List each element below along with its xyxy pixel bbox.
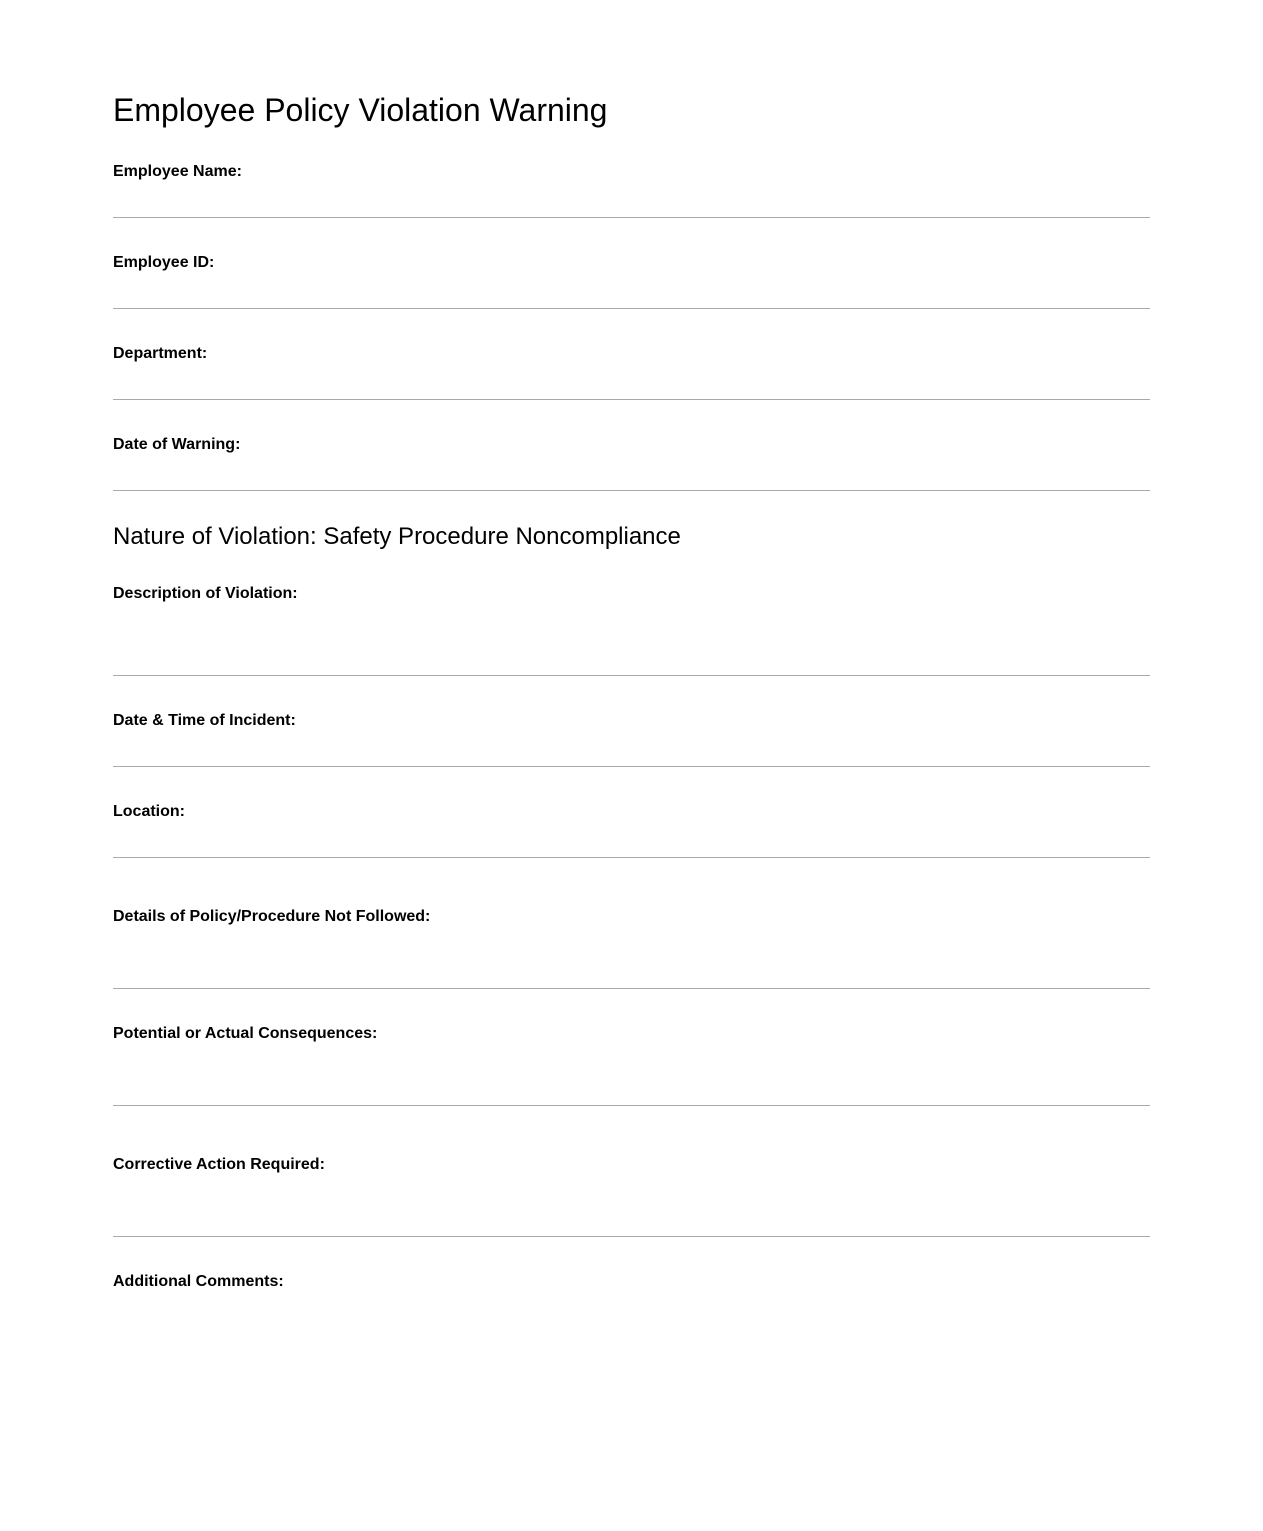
consequences-field xyxy=(113,1024,1150,1106)
details-not-followed-field xyxy=(113,907,1150,989)
consequences-label: Potential or Actual Consequences: xyxy=(113,1025,378,1042)
page-title: Employee Policy Violation Warning xyxy=(113,92,608,128)
nature-of-violation-heading: Nature of Violation: Safety Procedure Noncompliance xyxy=(113,523,681,550)
employee-name-label: Employee Name: xyxy=(113,163,242,180)
employee-name-input[interactable] xyxy=(113,192,1150,218)
employee-id-label: Employee ID: xyxy=(113,254,215,271)
location-field xyxy=(113,802,1150,858)
date-of-warning-label: Date of Warning: xyxy=(113,436,241,453)
date-of-warning-field xyxy=(113,435,1150,491)
corrective-action-input[interactable] xyxy=(113,1185,1150,1237)
details-not-followed-input[interactable] xyxy=(113,937,1150,989)
additional-comments-field xyxy=(113,1272,1150,1402)
department-input[interactable] xyxy=(113,374,1150,400)
description-of-violation-label: Description of Violation: xyxy=(113,585,298,602)
employee-id-field xyxy=(113,253,1150,309)
description-of-violation-field xyxy=(113,584,1150,676)
corrective-action-label: Corrective Action Required: xyxy=(113,1156,325,1173)
additional-comments-label: Additional Comments: xyxy=(113,1273,284,1290)
department-field xyxy=(113,344,1150,400)
details-not-followed-label: Details of Policy/Procedure Not Followed: xyxy=(113,908,431,925)
date-time-of-incident-label: Date & Time of Incident: xyxy=(113,712,296,729)
employee-id-input[interactable] xyxy=(113,283,1150,309)
employee-name-field xyxy=(113,162,1150,218)
consequences-input[interactable] xyxy=(113,1054,1150,1106)
date-time-of-incident-input[interactable] xyxy=(113,741,1150,767)
date-time-of-incident-field xyxy=(113,711,1150,767)
date-of-warning-input[interactable] xyxy=(113,465,1150,491)
department-label: Department: xyxy=(113,345,208,362)
location-label: Location: xyxy=(113,803,185,820)
additional-comments-input[interactable] xyxy=(113,1302,1150,1402)
corrective-action-field xyxy=(113,1155,1150,1237)
location-input[interactable] xyxy=(113,832,1150,858)
description-of-violation-input[interactable] xyxy=(113,614,1150,676)
